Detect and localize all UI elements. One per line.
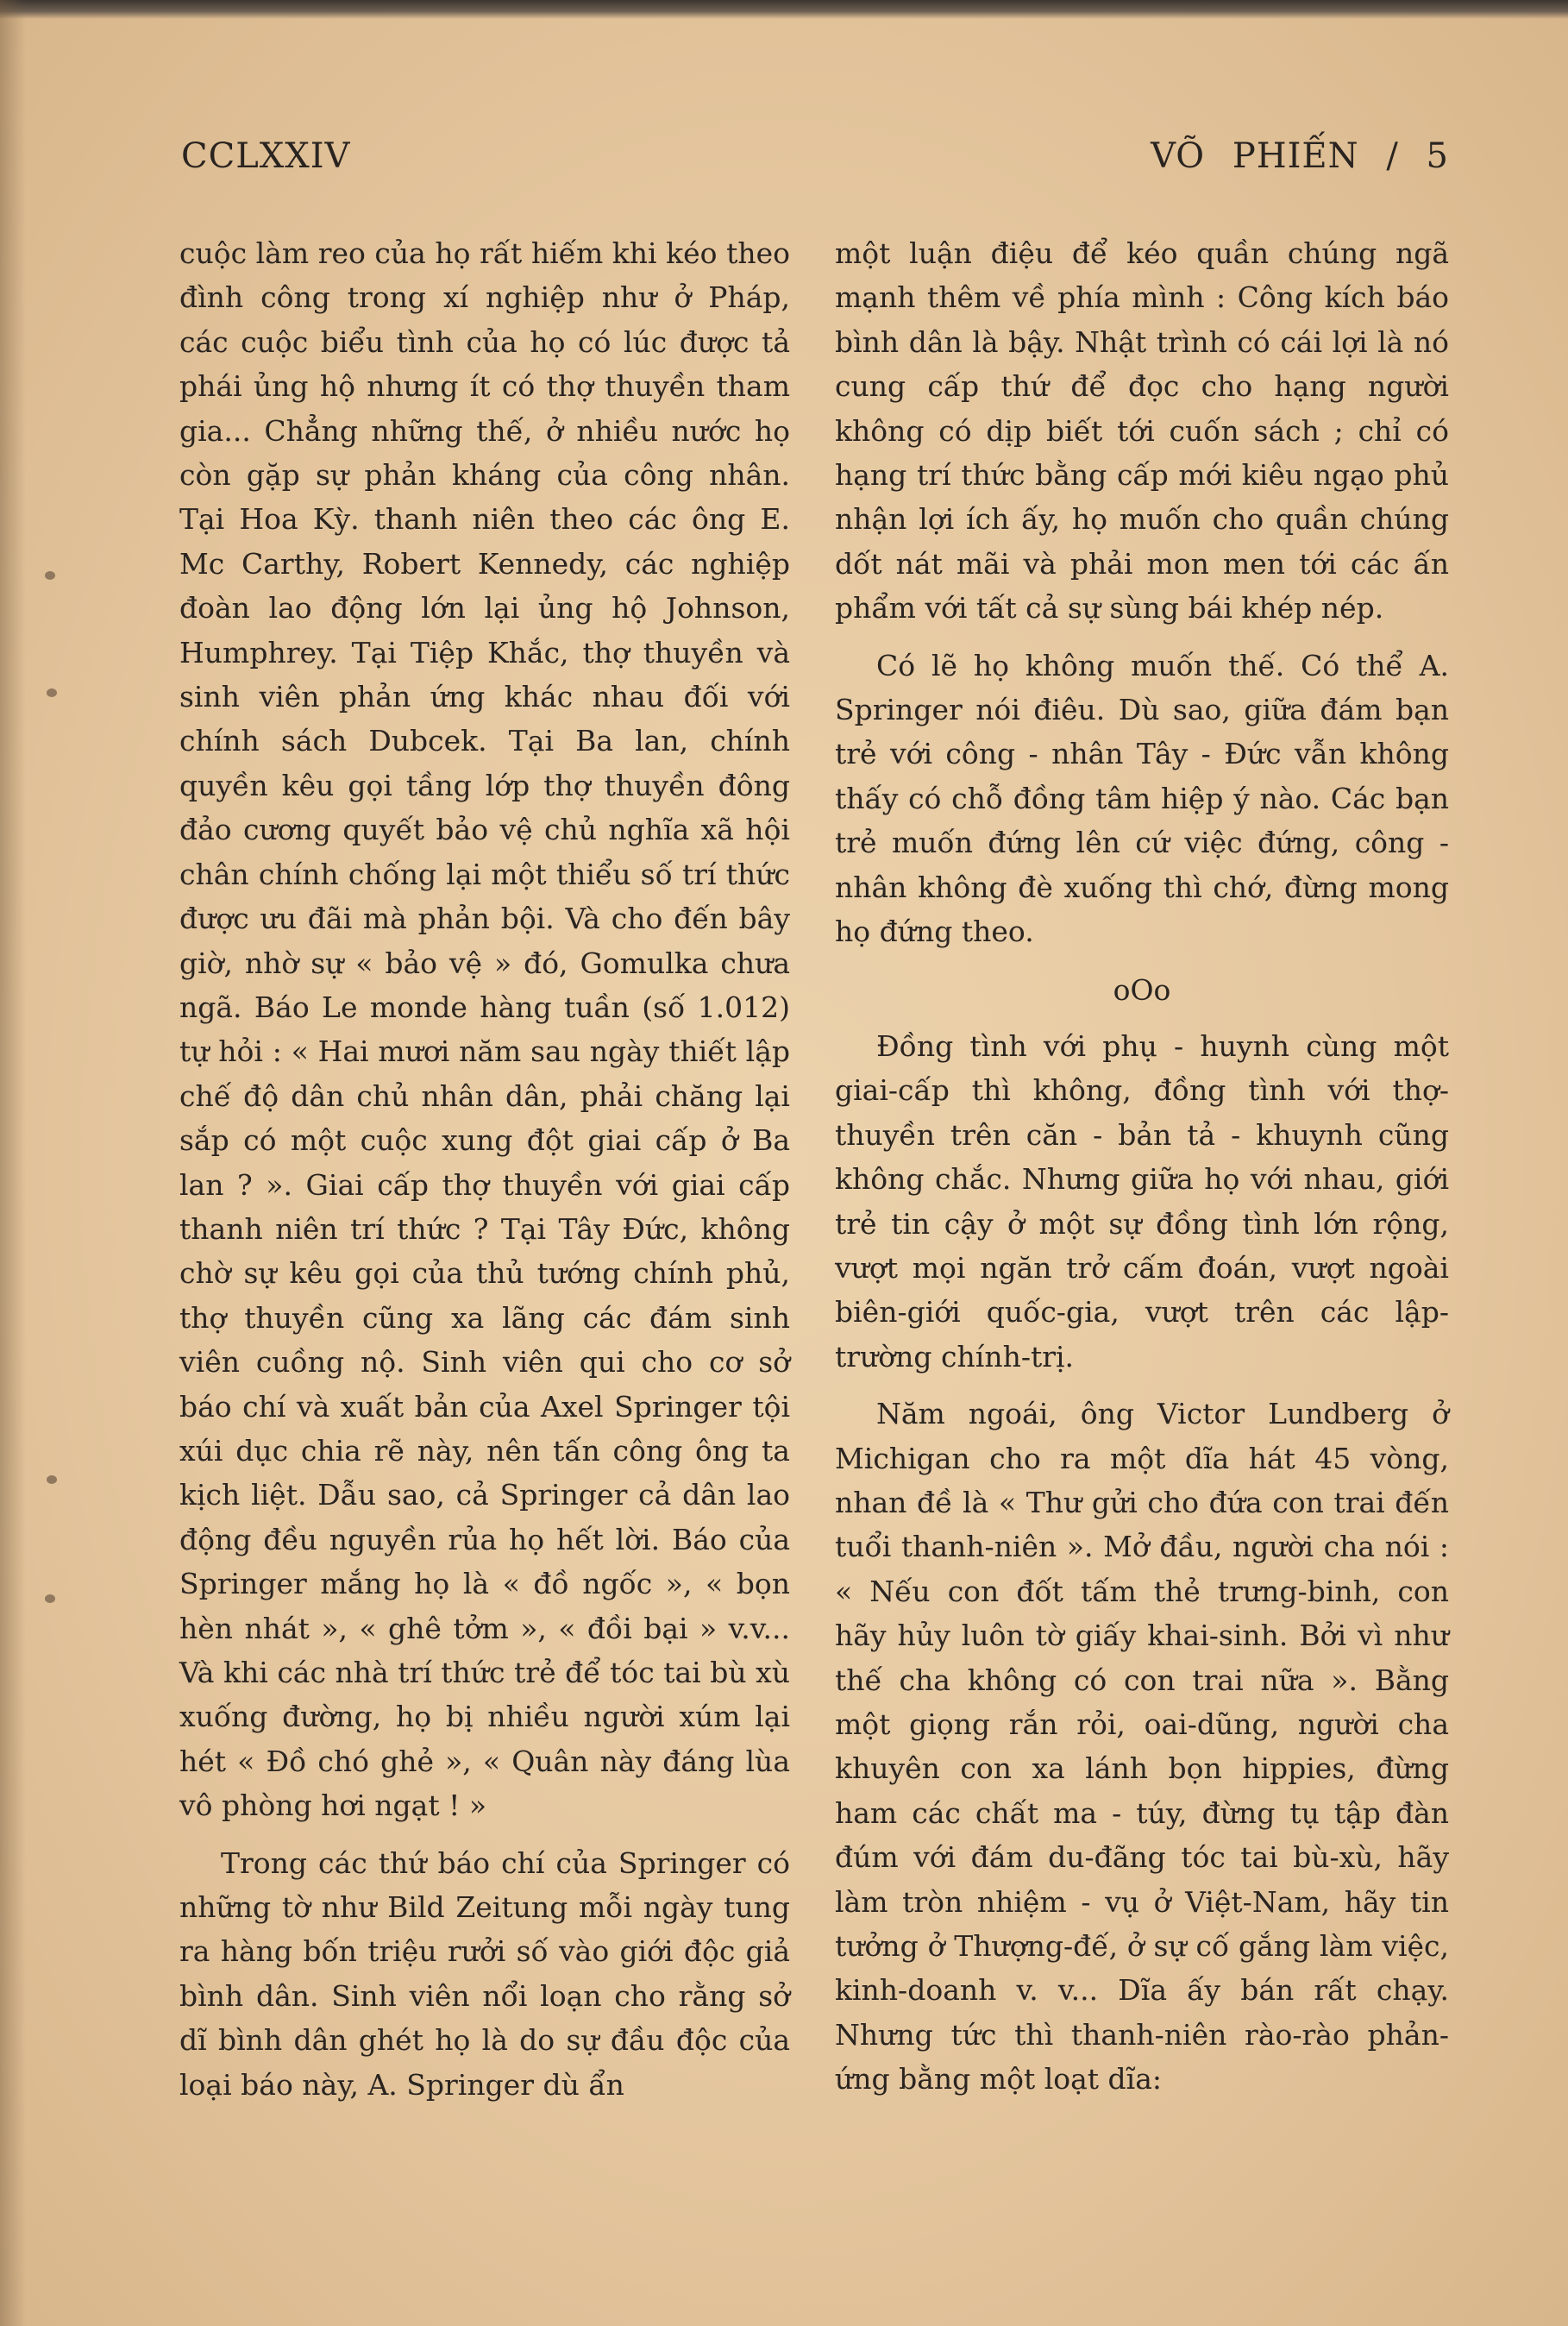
page-number: 5 (1426, 136, 1449, 176)
paragraph: Đồng tình với phụ - huynh cùng một giai-cấp thì không, đồng tình với thợ-thuyền trên căn - bản tả - khuynh cũng không chắc. Nhưng giữa họ với nhau, giới trẻ tin cậy ở một sự đồng tình lớn rộng, vượt mọi ngăn trở cấm đoán, vượt ngoài biên-giới quốc-gia, vượt trên các lập-trường chính-trị. (835, 1028, 1449, 1374)
binding-hole-mark (45, 1594, 55, 1603)
paragraph: một luận điệu để kéo quần chúng ngã mạnh thêm về phía mình : Công kích báo bình dân là bậy. Nhật trình có cái lợi là nó cung cấp thứ để đọc cho hạng người không có dịp biết tới cuốn sách ; chỉ có hạng trí thức bằng cấp mới kiêu ngạo phủ nhận lợi ích ấy, họ muốn cho quần chúng dốt nát mãi và phải mon men tới các ấn phẩm với tất cả sự sùng bái khép nép. (835, 236, 1449, 626)
paragraph: cuộc làm reo của họ rất hiếm khi kéo theo đình công trong xí nghiệp như ở Pháp, các cuộc biểu tình của họ có lúc được tả phái ủng hộ nhưng ít có thợ thuyền tham gia... Chẳng những thế, ở nhiều nước họ còn gặp sự phản kháng của công nhân. Tại Hoa Kỳ. thanh niên theo các ông E. Mc Carthy, Robert Kennedy, các nghiệp đoàn lao động lớn lại ủng hộ Johnson, Humphrey. Tại Tiệp Khắc, thợ thuyền và sinh viên phản ứng khác nhau đối với chính sách Dubcek. Tại Ba lan, chính quyền kêu gọi tầng lớp thợ thuyền đông đảo cương quyết bảo vệ chủ nghĩa xã hội chân chính chống lại một thiểu số trí thức được ưu đãi mà phản bội. Và cho đến bây giờ, nhờ sự « bảo vệ » đó, Gomulka chưa ngã. Báo Le monde hàng tuần (số 1.012) tự hỏi : « Hai mươi năm sau ngày thiết lập chế độ dân chủ nhân dân, phải chăng lại sắp có một cuộc xung đột giai cấp ở Ba lan ? ». Giai cấp thợ thuyền với giai cấp thanh niên trí thức ? Tại Tây Đức, không chờ sự kêu gọi của thủ tướng chính phủ, thợ thuyền cũng xa lãng các đám sinh viên cuồng nộ. Sinh viên qui cho cơ sở báo chí và xuất bản của Axel Springer tội xúi dục chia rẽ này, nên tấn công ông ta kịch liệt. Dẫu sao, cả Springer cả dân lao động đều nguyền rủa họ hết lời. Báo của Springer mắng họ là « đồ ngốc », « bọn hèn nhát », « ghê tởm », « đồi bại » v.v... Và khi các nhà trí thức trẻ để tóc tai bù xù xuống đường, họ bị nhiều người xúm lại hét « Đồ chó ghẻ », « Quân này đáng lùa vô phòng hơi ngạt ! » (179, 236, 790, 1823)
paragraph: Trong các thứ báo chí của Springer có những tờ như Bild Zeitung mỗi ngày tung ra hàng bốn triệu rưởi số vào giới độc giả bình dân. Sinh viên nổi loạn cho rằng sở dĩ bình dân ghét họ là do sự đầu độc của loại báo này, A. Springer dù ẩn (179, 1845, 790, 2102)
binding-hole-mark (47, 688, 57, 697)
running-header (181, 136, 1449, 179)
paragraph: Có lẽ họ không muốn thế. Có thể A. Springer nói điêu. Dù sao, giữa đám bạn trẻ với công - nhân Tây - Đức vẫn không thấy có chỗ đồng tâm hiệp ý nào. Các bạn trẻ muốn đứng lên cứ việc đứng, công - nhân không đè xuống thì chớ, đừng mong họ đứng theo. (835, 648, 1449, 949)
page-top-edge (0, 0, 1568, 19)
binding-shadow (0, 0, 26, 2326)
binding-hole-mark (45, 571, 55, 580)
left-column (179, 231, 790, 2107)
header-separator: / (1386, 136, 1399, 176)
section-separator: oOo (1113, 972, 1171, 1007)
binding-hole-mark (47, 1475, 57, 1484)
paragraph: Năm ngoái, ông Victor Lundberg ở Michigan cho ra một dĩa hát 45 vòng, nhan đề là « Thư gửi cho đứa con trai đến tuổi thanh-niên ». Mở đầu, người cha nói : « Nếu con đốt tấm thẻ trưng-binh, con hãy hủy luôn tờ giấy khai-sinh. Bởi vì như thế cha không có con trai nữa ». Bằng một giọng rắn rỏi, oai-dũng, người cha khuyên con xa lánh bọn hippies, đừng ham các chất ma - túy, đừng tụ tập đàn đúm với đám du-đãng tóc tai bù-xù, hãy làm tròn nhiệm - vụ ở Việt-Nam, hãy tin tưởng ở Thượng-đế, ở sự cố gắng làm việc, kinh-doanh v. v... Dĩa ấy bán rất chạy. Nhưng tức thì thanh-niên rào-rào phản-ứng bằng một loạt dĩa: (835, 1397, 1449, 2097)
section-number: CCLXXIV (181, 136, 351, 176)
author-and-page (1151, 136, 1449, 176)
right-column (835, 231, 1449, 2102)
author-name: VÕ PHIẾN (1151, 136, 1359, 176)
